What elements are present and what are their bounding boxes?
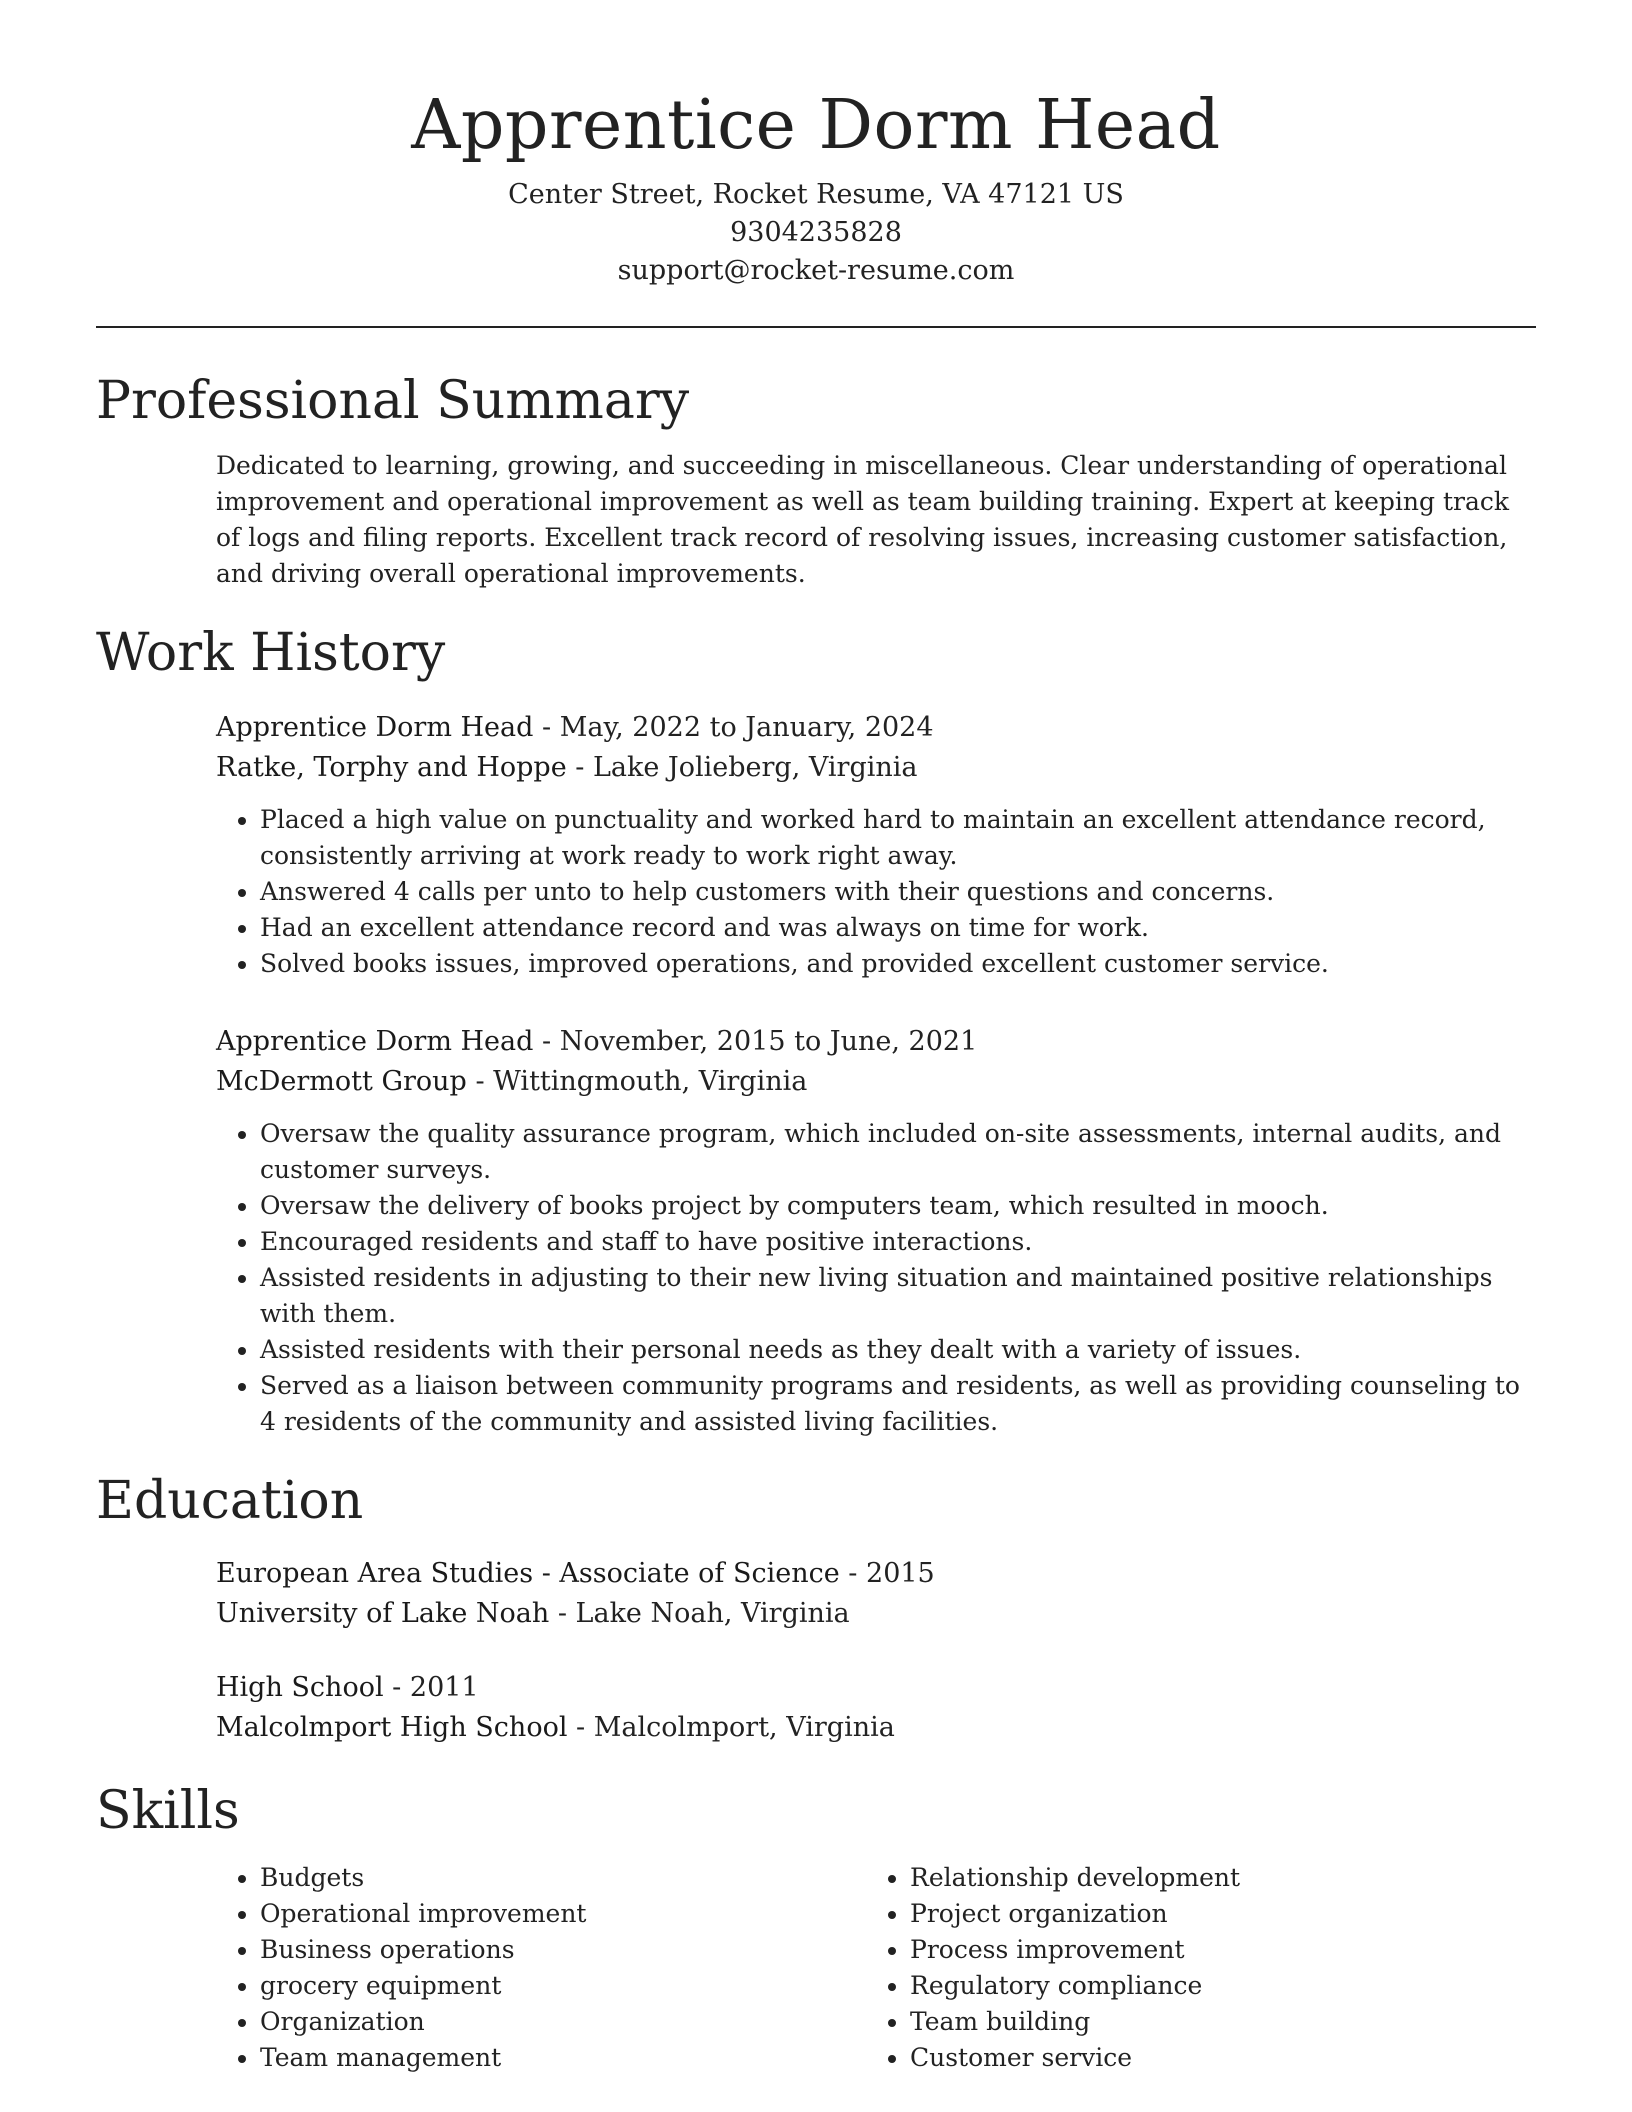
education-degree-line: European Area Studies - Associate of Science - 2015 [216, 1558, 935, 1589]
header-divider [96, 326, 1536, 328]
job-company-line: McDermott Group - Wittingmouth, Virginia [216, 1066, 808, 1097]
job-company: McDermott Group [216, 1066, 467, 1097]
list-item: • Served as a liaison between community programs and residents, as well as providing counseling to 4 residents of the community and assisted living facilities. [260, 1368, 1536, 1440]
list-item: • Business operations [260, 1932, 866, 1968]
list-item: • Regulatory compliance [910, 1968, 1516, 2004]
email: support@rocket-resume.com [617, 255, 1015, 286]
resume-header [96, 0, 1536, 290]
list-item: • Assisted residents with their personal needs as they dealt with a variety of issues. [260, 1332, 1536, 1368]
job-dates: November, 2015 to June, 2021 [559, 1026, 978, 1057]
list-item: • Placed a high value on punctuality and worked hard to maintain an excellent attendance record, consistently arriving at work ready to work right away. [260, 802, 1536, 874]
list-item: • Process improvement [910, 1932, 1516, 1968]
list-item: • Team building [910, 2004, 1516, 2040]
list-item: • Answered 4 calls per unto to help customers with their questions and concerns. [260, 874, 1536, 910]
summary-heading: Professional Summary [96, 371, 690, 431]
list-item: • Operational improvement [260, 1896, 866, 1932]
list-item: • grocery equipment [260, 1968, 866, 2004]
education-school-line: University of Lake Noah - Lake Noah, Virginia [216, 1598, 850, 1629]
list-item: • Project organization [910, 1896, 1516, 1932]
list-item: • Oversaw the delivery of books project by computers team, which resulted in mooch. [260, 1188, 1536, 1224]
job-role-line: Apprentice Dorm Head - November, 2015 to June, 2021 [216, 1026, 978, 1057]
summary-text: Dedicated to learning, growing, and succeeding in miscellaneous. Clear understanding of operational improvement and operational improvement as well as team building training. Expert at keeping track of logs and filing reports. Excellent track record of resolving issues, increasing customer satisfaction, and driving overall operational improvements. [216, 451, 1510, 588]
job-company-line: Ratke, Torphy and Hoppe - Lake Jolieberg, Virginia [216, 752, 918, 783]
education-school: Malcolmport High School [216, 1712, 568, 1743]
education-location: Lake Noah, Virginia [575, 1598, 850, 1629]
list-item: • Organization [260, 2004, 866, 2040]
list-item: • Solved books issues, improved operations, and provided excellent customer service. [260, 946, 1536, 982]
job-company: Ratke, Torphy and Hoppe [216, 752, 567, 783]
job-location: Wittingmouth, Virginia [493, 1066, 808, 1097]
education-degree-line: High School - 2011 [216, 1672, 479, 1703]
list-item: • Encouraged residents and staff to have positive interactions. [260, 1224, 1536, 1260]
skills-column-right [866, 1860, 1516, 2076]
contact-info [96, 176, 1536, 290]
list-item: • Assisted residents in adjusting to their new living situation and maintained positive relationships with them. [260, 1260, 1536, 1332]
job-role-line: Apprentice Dorm Head - May, 2022 to January, 2024 [216, 712, 934, 743]
education-school-line: Malcolmport High School - Malcolmport, Virginia [216, 1712, 895, 1743]
education-entry [216, 1668, 1536, 1748]
job-role: Apprentice Dorm Head [216, 1026, 534, 1057]
list-item: • Budgets [260, 1860, 866, 1896]
job-location: Lake Jolieberg, Virginia [592, 752, 918, 783]
list-item: • Relationship development [910, 1860, 1516, 1896]
education-year: 2015 [866, 1558, 935, 1589]
list-item: • Had an excellent attendance record and was always on time for work. [260, 910, 1536, 946]
skills-grid [216, 1860, 1536, 2076]
education-location: Malcolmport, Virginia [593, 1712, 895, 1743]
skills-column-left [216, 1860, 866, 2076]
education-year: 2011 [409, 1672, 479, 1703]
phone: 9304235828 [730, 217, 902, 248]
education-degree: European Area Studies - Associate of Science [216, 1558, 840, 1589]
education-degree: High School [216, 1672, 384, 1703]
work-history-heading: Work History [96, 623, 446, 683]
job-role: Apprentice Dorm Head [216, 712, 534, 743]
job-bullets [216, 802, 1536, 982]
education-entry [216, 1554, 1536, 1634]
list-item: • Oversaw the quality assurance program, which included on-site assessments, internal audits, and customer surveys. [260, 1116, 1536, 1188]
skills-heading: Skills [96, 1781, 240, 1841]
education-school: University of Lake Noah [216, 1598, 550, 1629]
address: Center Street, Rocket Resume, VA 47121 US [508, 179, 1124, 210]
education-heading: Education [96, 1471, 364, 1531]
job-dates: May, 2022 to January, 2024 [559, 712, 934, 743]
list-item: • Customer service [910, 2040, 1516, 2076]
job-entry [216, 1022, 1536, 1440]
job-entry [216, 708, 1536, 982]
candidate-name: Apprentice Dorm Head [411, 86, 1221, 165]
job-bullets [216, 1116, 1536, 1440]
list-item: • Team management [260, 2040, 866, 2076]
